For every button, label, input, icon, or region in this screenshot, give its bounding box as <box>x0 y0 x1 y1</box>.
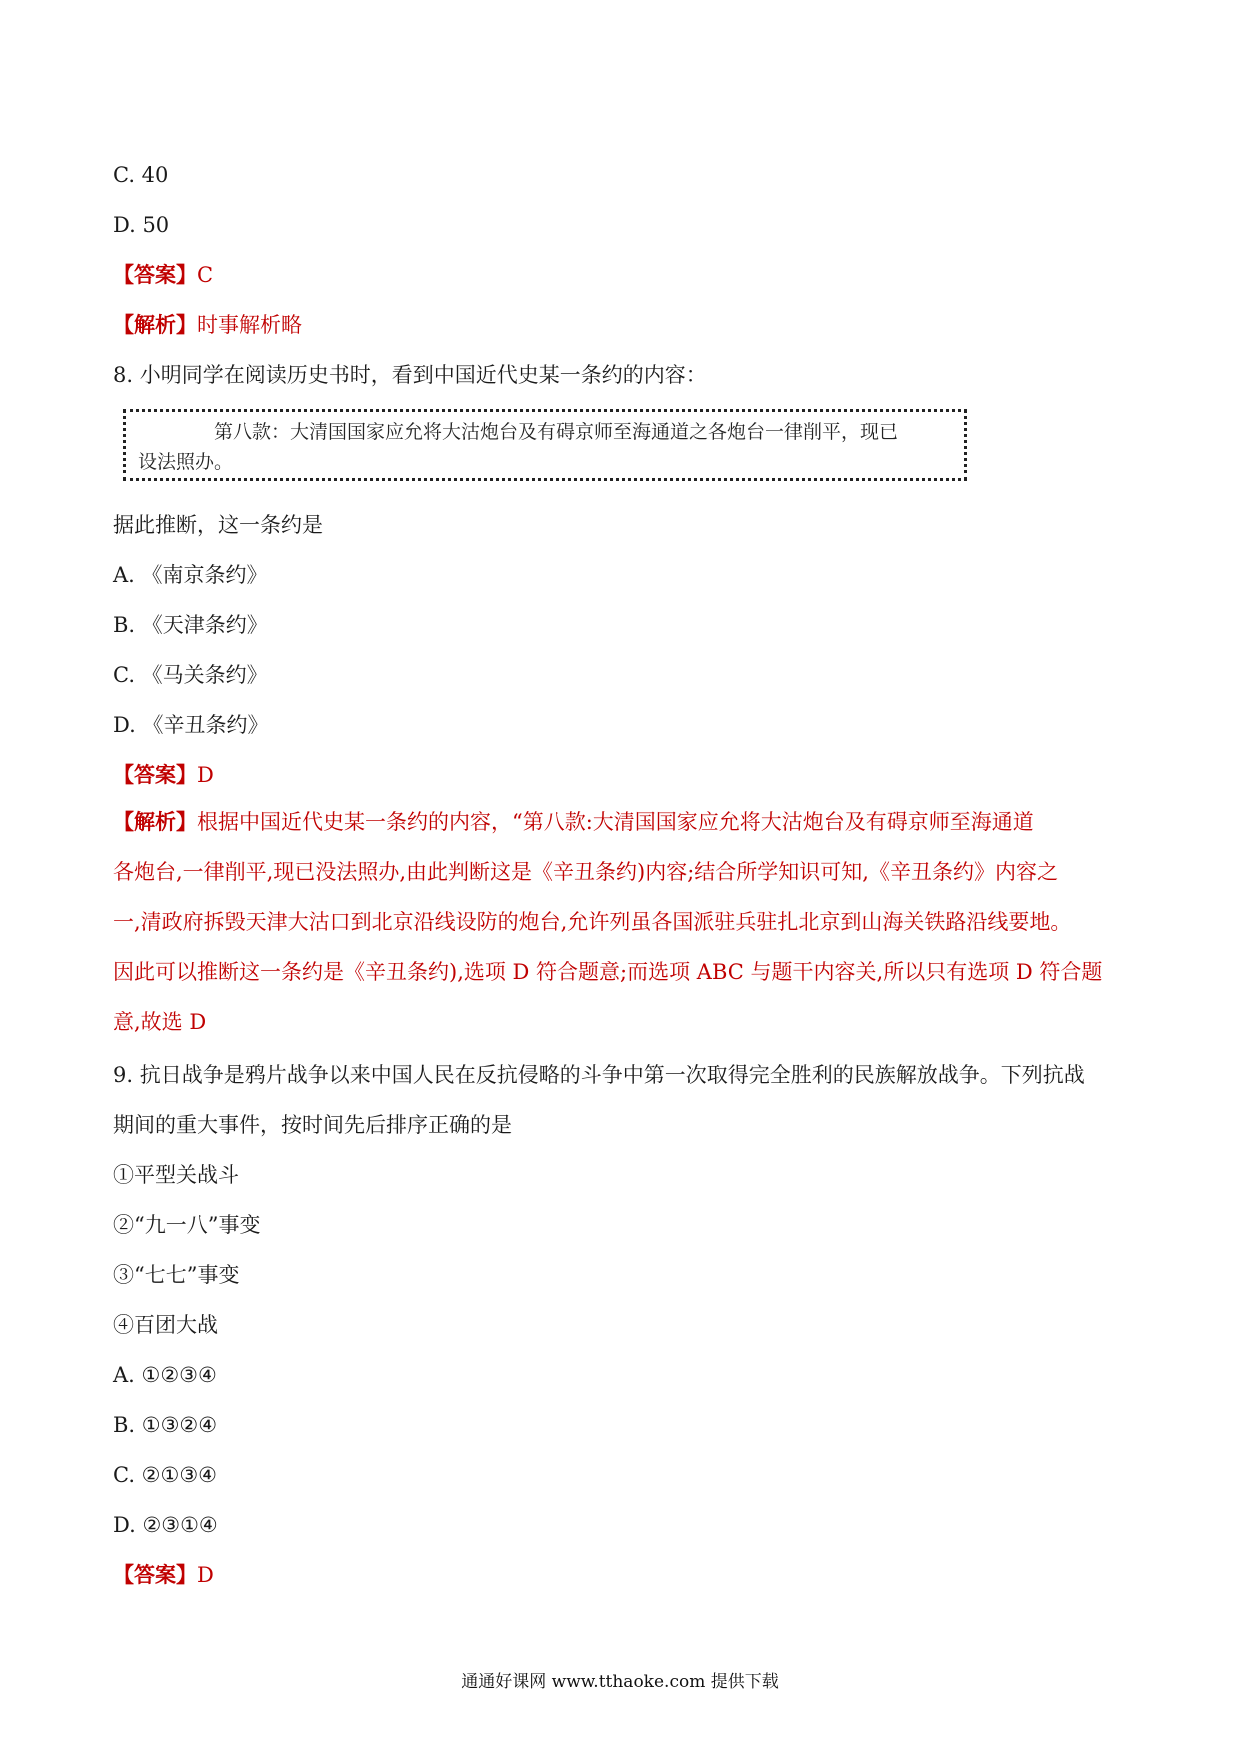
answer-tag: 【答案】 <box>113 262 197 287</box>
answer-value: D <box>197 763 214 787</box>
q7-option-c: C. 40 <box>113 163 169 187</box>
q8-analysis <box>113 797 1133 1047</box>
q9-event-1: ①平型关战斗 <box>113 1163 239 1187</box>
answer-tag: 【答案】 <box>113 762 197 787</box>
q9-option-c: C. ②①③④ <box>113 1463 217 1487</box>
analysis-text: 时事解析略 <box>197 313 302 337</box>
q7-option-d: D. 50 <box>113 213 170 237</box>
analysis-line-2: 各炮台,一律削平,现已没法照办,由此判断这是《辛丑条约)内容;结合所学知识可知,《辛丑条约》内容之 <box>113 860 1058 884</box>
q9-event-4: ④百团大战 <box>113 1313 218 1337</box>
q9-option-b: B. ①③②④ <box>113 1413 218 1437</box>
analysis-line-5: 意,故选 D <box>113 1010 207 1034</box>
q8-option-d: D. 《辛丑条约》 <box>113 713 269 737</box>
q8-answer <box>113 761 214 789</box>
treaty-quote-box <box>123 409 967 481</box>
analysis-line-4: 因此可以推断这一条约是《辛丑条约),选项 D 符合题意;而选项 ABC 与题干内容关,所以只有选项 D 符合题 <box>113 960 1103 984</box>
answer-value: D <box>197 1563 214 1587</box>
q8-option-a: A. 《南京条约》 <box>113 563 268 587</box>
q9-event-2: ②“九一八”事变 <box>113 1213 261 1237</box>
q7-answer <box>113 261 213 289</box>
q9-option-a: A. ①②③④ <box>113 1363 217 1387</box>
q9-answer <box>113 1561 214 1589</box>
analysis-tag: 【解析】 <box>113 809 197 834</box>
q9-event-3: ③“七七”事变 <box>113 1263 240 1287</box>
quote-text-1: 第八款：大清国国家应允将大沽炮台及有碍京师至海通道之各炮台一律削平，现已 <box>214 421 899 443</box>
q8-stem: 8. 小明同学在阅读历史书时，看到中国近代史某一条约的内容： <box>113 363 707 387</box>
q8-option-b: B. 《天津条约》 <box>113 613 268 637</box>
quote-line-2: 设法照办。 <box>138 451 234 473</box>
analysis-line-1 <box>113 797 1133 847</box>
answer-value: C <box>197 263 214 287</box>
q8-prompt: 据此推断，这一条约是 <box>113 513 323 537</box>
q9-stem-line-1: 9. 抗日战争是鸦片战争以来中国人民在反抗侵略的斗争中第一次取得完全胜利的民族解放战争。下列抗战 <box>113 1063 1085 1087</box>
q8-option-c: C. 《马关条约》 <box>113 663 268 687</box>
page-footer: 通通好课网 www.tthaoke.com 提供下载 <box>461 1672 779 1692</box>
answer-tag: 【答案】 <box>113 1562 197 1587</box>
analysis-tag: 【解析】 <box>113 312 197 337</box>
analysis-text-1: 根据中国近代史某一条约的内容，“第八款:大清国国家应允将大沽炮台及有碍京师至海通道 <box>197 810 1034 834</box>
q9-option-d: D. ②③①④ <box>113 1513 218 1537</box>
q9-stem-line-2: 期间的重大事件，按时间先后排序正确的是 <box>113 1113 512 1137</box>
analysis-line-3: 一,清政府拆毁天津大沽口到北京沿线设防的炮台,允许列虽各国派驻兵驻扎北京到山海关铁路沿线要地。 <box>113 910 1072 934</box>
quote-line-1 <box>138 417 952 447</box>
q7-analysis <box>113 311 302 339</box>
